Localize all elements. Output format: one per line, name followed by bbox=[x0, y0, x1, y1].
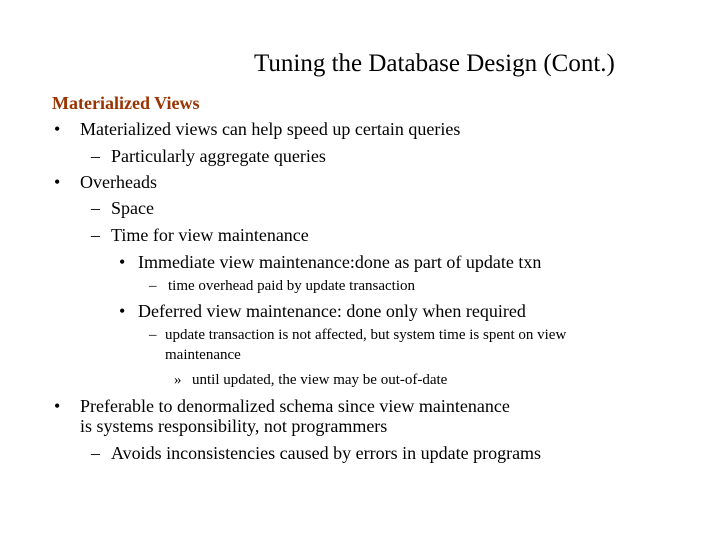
detail-time-overhead: time overhead paid by update transaction bbox=[168, 278, 415, 294]
slide-title: Tuning the Database Design (Cont.) bbox=[254, 50, 615, 77]
sub-bullet-aggregate-queries: Particularly aggregate queries bbox=[111, 146, 326, 166]
sub-sub-bullet-immediate-maintenance: Immediate view maintenance:done as part of update txn bbox=[138, 252, 542, 272]
detail-update-transaction-line-2: maintenance bbox=[165, 347, 241, 363]
bullet-marker: • bbox=[54, 396, 61, 416]
bullet-marker: • bbox=[54, 119, 61, 139]
bullet-marker: • bbox=[119, 252, 126, 272]
detail-out-of-date: until updated, the view may be out-of-date bbox=[192, 372, 448, 388]
dash-marker: – bbox=[91, 225, 100, 245]
detail-update-transaction-line-1: update transaction is not affected, but system time is spent on view bbox=[165, 327, 567, 343]
dash-marker: – bbox=[149, 278, 157, 294]
dash-marker: – bbox=[91, 443, 100, 463]
sub-bullet-view-maintenance-time: Time for view maintenance bbox=[111, 225, 309, 245]
bullet-text-overheads: Overheads bbox=[80, 172, 157, 192]
dash-marker: – bbox=[91, 198, 100, 218]
dash-marker: – bbox=[91, 146, 100, 166]
bullet-marker: • bbox=[119, 301, 126, 321]
sub-bullet-avoids-inconsistencies: Avoids inconsistencies caused by errors in update programs bbox=[111, 443, 542, 463]
bullet-text-preferable-line-2: is systems responsibility, not programmers bbox=[80, 416, 388, 436]
section-heading: Materialized Views bbox=[52, 93, 200, 113]
sub-bullet-space: Space bbox=[111, 198, 154, 218]
bullet-text-materialized-views: Materialized views can help speed up certain queries bbox=[80, 119, 461, 139]
dash-marker: – bbox=[149, 327, 157, 343]
bullet-text-preferable-line-1: Preferable to denormalized schema since view maintenance bbox=[80, 396, 510, 416]
sub-sub-bullet-deferred-maintenance: Deferred view maintenance: done only when required bbox=[138, 301, 526, 321]
bullet-marker: • bbox=[54, 172, 61, 192]
guillemet-marker: » bbox=[174, 372, 182, 388]
